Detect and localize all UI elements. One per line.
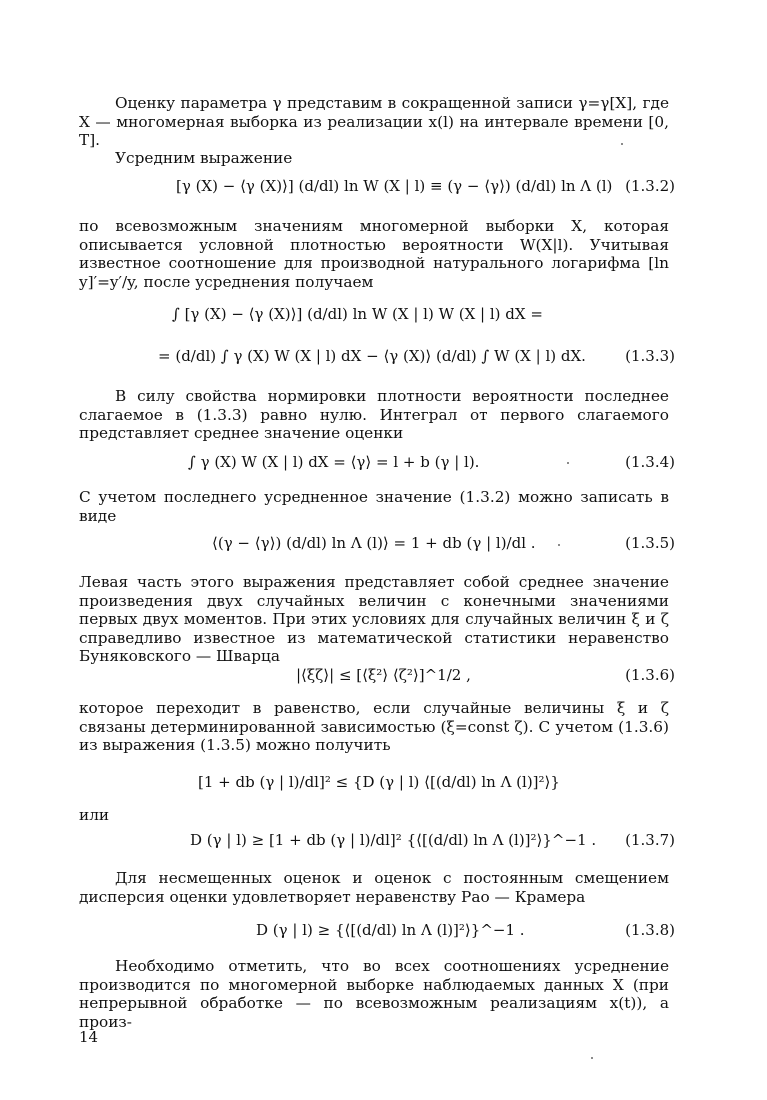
equation-expression: [γ (X) − ⟨γ (X)⟩] (d/dl) ln W (X | l) ≡ (γ − ⟨γ⟩) (d/dl) ln Λ (l) — [176, 177, 613, 195]
equation-expression: ∫ [γ (X) − ⟨γ (X)⟩] (d/dl) ln W (X | l) W (X | l) dX = — [172, 305, 543, 323]
print-speck — [591, 1057, 593, 1059]
equation-1-3-2 — [80, 170, 675, 202]
paragraph-7: которое переходит в равенство, если случайные величины ξ и ζ связаны детерминированной зависимостью (ξ=const ζ). С учетом (1.3.6) из выражения (1.3.5) можно получить — [79, 699, 669, 754]
print-speck — [621, 143, 623, 145]
equation-1-3-6 — [80, 659, 675, 691]
print-speck — [567, 462, 569, 464]
paragraph-2: Усредним выражение — [115, 149, 293, 167]
equation-1-3-4 — [80, 446, 675, 478]
paragraph-3: по всевозможным значениям многомерной выборки X, которая описывается условной плотностью вероятности W(X|l). Учитывая известное соотношение для производной натурального логарифма [ln y]′=y′/y, после усреднения получаем — [79, 217, 669, 291]
equation-expression: |⟨ξζ⟩| ≤ [⟨ξ²⟩ ⟨ζ²⟩]^1/2 , — [296, 666, 471, 684]
equation-expression: = (d/dl) ∫ γ (X) W (X | l) dX − ⟨γ (X)⟩ (d/dl) ∫ W (X | l) dX. — [158, 347, 586, 365]
equation-expression: D (γ | l) ≥ [1 + db (γ | l)/dl]² {⟨[(d/dl) ln Λ (l)]²⟩}^−1 . — [190, 831, 597, 849]
equation-expression: D (γ | l) ≥ {⟨[(d/dl) ln Λ (l)]²⟩}^−1 . — [256, 921, 525, 939]
equation-number: (1.3.7) — [625, 831, 675, 849]
equation-number: (1.3.4) — [625, 453, 675, 471]
equation-inequality — [80, 764, 675, 800]
equation-expression: ⟨(γ − ⟨γ⟩) (d/dl) ln Λ (l)⟩ = 1 + db (γ | l)/dl . — [212, 534, 536, 552]
equation-number: (1.3.3) — [625, 347, 675, 365]
equation-number: (1.3.2) — [625, 177, 675, 195]
paragraph-1: Оценку параметра γ представим в сокращенной записи γ=γ[X], где X — многомерная выборка из реализации x(l) на интервале времени [0, T]. — [79, 94, 669, 149]
paragraph-6: Левая часть этого выражения представляет собой среднее значение произведения двух случайных величин с конечными значениями первых двух моментов. При этих условиях для случайных величин ξ и ζ справедливо известное из математической статистики неравенство Буняковского — Шварца — [79, 573, 669, 665]
paragraph-10: Необходимо отметить, что во всех соотношениях усреднение производится по многомерной выборке наблюдаемых данных X (при непрерывной обработке — по всевозможным реализациям x(t)), а произ- — [79, 957, 669, 1031]
equation-number: (1.3.5) — [625, 534, 675, 552]
equation-1-3-5 — [80, 527, 675, 559]
equation-1-3-3-line-1 — [80, 296, 675, 332]
equation-1-3-3-line-2 — [80, 338, 675, 374]
paragraph-4: В силу свойства нормировки плотности вероятности последнее слагаемое в (1.3.3) равно нулю. Интеграл от первого слагаемого представляет среднее значение оценки — [79, 387, 669, 442]
equation-1-3-8 — [80, 912, 675, 948]
equation-expression: ∫ γ (X) W (X | l) dX = ⟨γ⟩ = l + b (γ | l). — [188, 453, 480, 471]
equation-number: (1.3.8) — [625, 921, 675, 939]
equation-expression: [1 + db (γ | l)/dl]² ≤ {D (γ | l) ⟨[(d/dl) ln Λ (l)]²⟩} — [198, 773, 560, 791]
equation-number: (1.3.6) — [625, 666, 675, 684]
page-number: 14 — [79, 1028, 99, 1046]
paragraph-5: С учетом последнего усредненное значение (1.3.2) можно записать в виде — [79, 488, 669, 525]
paragraph-9: Для несмещенных оценок и оценок с постоянным смещением дисперсия оценки удовлетворяет неравенству Рао — Крамера — [79, 869, 669, 906]
paragraph-8: или — [79, 806, 110, 824]
equation-1-3-7 — [80, 822, 675, 858]
print-speck — [558, 544, 560, 546]
